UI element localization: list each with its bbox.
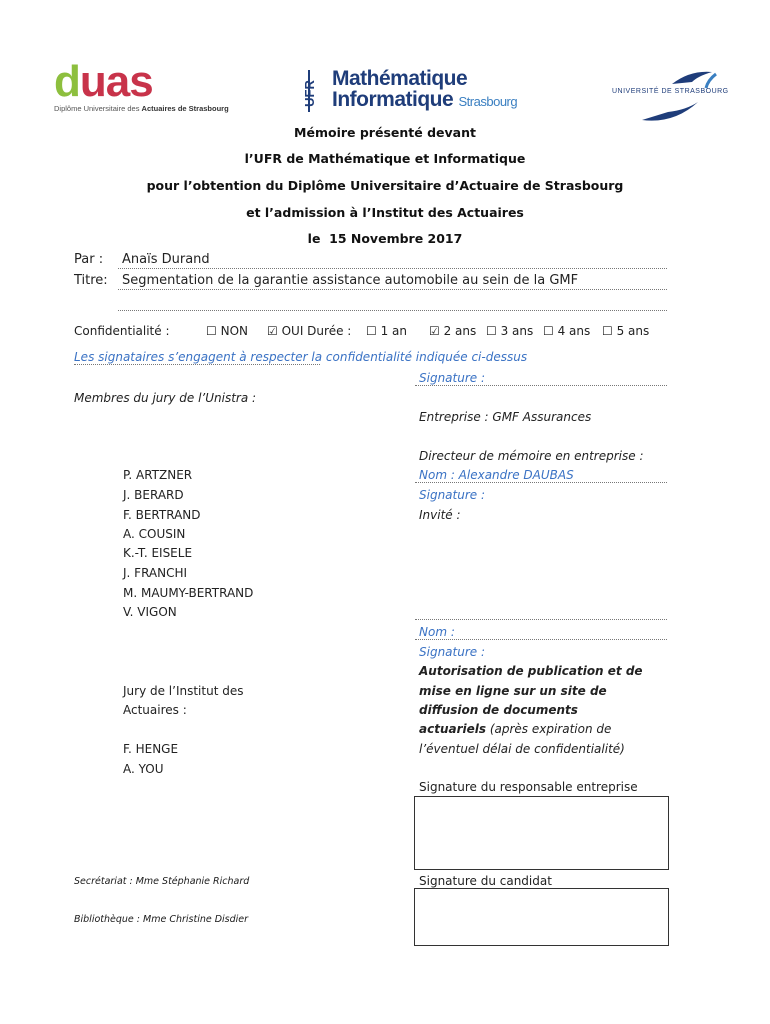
sig-company-box[interactable]: [414, 796, 669, 870]
jury-member: F. HENGE: [123, 742, 179, 756]
jury-member: P. ARTZNER: [123, 468, 193, 482]
sig-candidate-label: Signature du candidat: [419, 874, 552, 888]
checkbox-icon: ☐: [602, 324, 613, 338]
title-value: Segmentation de la garantie assistance automobile au sein de la GMF: [122, 273, 579, 288]
checkbox-icon: ☐: [543, 324, 554, 338]
header-line-4: et l’admission à l’Institut des Actuaires: [246, 205, 524, 220]
title-underline-2: [118, 310, 667, 311]
authorization-line-5: l’éventuel délai de confidentialité): [419, 742, 625, 756]
confidentiality-option-3ans[interactable]: ☐ 3 ans: [486, 324, 534, 338]
author-label: Par :: [74, 252, 104, 267]
jury-member: F. BERTRAND: [123, 508, 201, 522]
duas-logo-wordmark: duas: [54, 57, 153, 106]
jury-member: J. BERARD: [123, 488, 184, 502]
unistra-logo-text: UNIVERSITÉ DE STRASBOURG: [612, 88, 729, 95]
jury-institut-label-2: Actuaires :: [123, 703, 187, 717]
jury-member: K.-T. EISELE: [123, 546, 193, 560]
checkbox-icon: ☐: [206, 324, 217, 338]
library: Bibliothèque : Mme Christine Disdier: [74, 914, 249, 925]
authorization-line-1: Autorisation de publication et de: [419, 664, 643, 678]
director-label: Directeur de mémoire en entreprise :: [419, 449, 644, 463]
director-name: Nom : Alexandre DAUBAS: [419, 468, 574, 482]
jury-member: V. VIGON: [123, 605, 177, 619]
guest-label: Invité :: [419, 508, 461, 522]
duas-logo: [54, 57, 229, 113]
checkbox-checked-icon: ☑: [267, 324, 278, 338]
title-label: Titre:: [74, 273, 108, 288]
signature-label-2: Signature :: [419, 488, 486, 502]
signature-label-1: Signature :: [419, 371, 486, 385]
guest-underline: [415, 619, 667, 620]
ufr-logo-vertical: UFR: [301, 80, 317, 107]
signature-underline-1: [415, 385, 667, 386]
authorization-line-4: actuariels (après expiration de: [419, 722, 612, 736]
sig-company-label: Signature du responsable entreprise: [419, 780, 638, 794]
unistra-logo: [612, 68, 727, 123]
confidentiality-option-non[interactable]: ☐ NON: [206, 324, 248, 338]
name-label-3: Nom :: [419, 625, 455, 639]
company-label: Entreprise : GMF Assurances: [419, 410, 592, 424]
duas-logo-subtitle: Diplôme Universitaire des Actuaires de Strasbourg: [54, 104, 229, 113]
header-line-2: l’UFR de Mathématique et Informatique: [244, 151, 526, 166]
checkbox-icon: ☐: [486, 324, 497, 338]
director-underline: [415, 482, 667, 483]
sig-candidate-box[interactable]: [414, 888, 669, 946]
jury-member: J. FRANCHI: [123, 566, 188, 580]
confidentiality-option-1an[interactable]: ☐ 1 an: [366, 324, 408, 338]
confidentiality-notice: Les signataires s’engagent à respecter la confidentialité indiquée ci-dessus: [74, 350, 528, 364]
title-underline: [118, 289, 667, 290]
header-date: le 15 Novembre 2017: [307, 231, 463, 246]
checkbox-icon: ☐: [366, 324, 377, 338]
checkbox-checked-icon: ☑: [429, 324, 440, 338]
confidentiality-option-5ans[interactable]: ☐ 5 ans: [602, 324, 650, 338]
confidentiality-option-2ans[interactable]: ☑ 2 ans: [429, 324, 477, 338]
confidentiality-option-4ans[interactable]: ☐ 4 ans: [543, 324, 591, 338]
unistra-swoosh-icon: [612, 68, 727, 123]
authorization-line-3: diffusion de documents: [419, 703, 578, 717]
confidentiality-option-oui[interactable]: ☑ OUI Durée :: [267, 324, 352, 338]
authorization-line-2: mise en ligne sur un site de: [419, 684, 607, 698]
confidentiality-label: Confidentialité :: [74, 324, 170, 338]
ufr-logo-title: Mathématique Informatique Strasbourg: [332, 67, 518, 111]
notice-underline: [74, 364, 320, 365]
ufr-logo: [301, 67, 518, 114]
secretariat: Secrétariat : Mme Stéphanie Richard: [74, 876, 250, 887]
jury-unistra-label: Membres du jury de l’Unistra :: [74, 391, 257, 405]
signature-label-3: Signature :: [419, 645, 486, 659]
header-line-3: pour l’obtention du Diplôme Universitaire d’Actuaire de Strasbourg: [146, 178, 624, 193]
jury-institut-label-1: Jury de l’Institut des: [123, 684, 244, 698]
jury-member: M. MAUMY-BERTRAND: [123, 586, 254, 600]
jury-member: A. YOU: [123, 762, 164, 776]
author-underline: [118, 268, 667, 269]
jury-member: A. COUSIN: [123, 527, 186, 541]
header-line-1: Mémoire présenté devant: [294, 125, 476, 140]
name-underline-3: [415, 639, 667, 640]
author-value: Anaïs Durand: [122, 252, 210, 267]
